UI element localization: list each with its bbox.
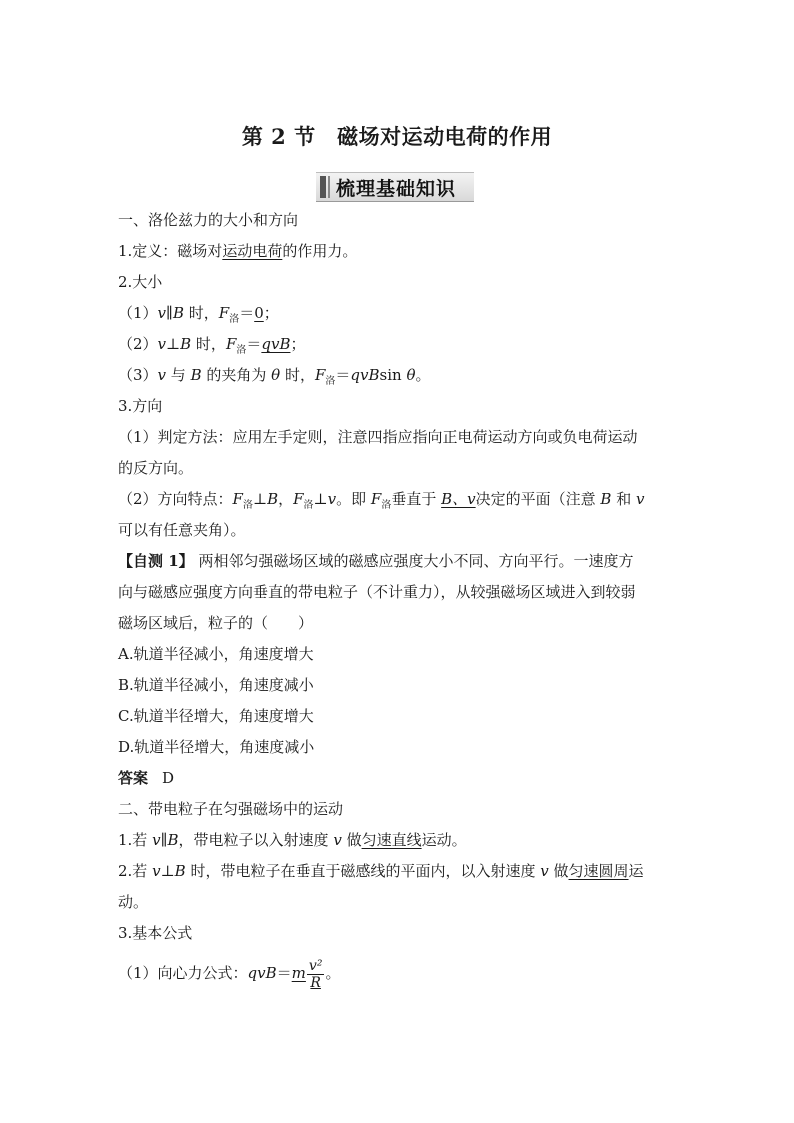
math: B: [190, 366, 202, 384]
quiz-answer: [118, 768, 174, 788]
text: 运动。: [421, 831, 467, 849]
math: v⊥B: [157, 335, 192, 353]
fraction-denominator: R: [310, 974, 321, 991]
subscript: 洛: [303, 500, 314, 511]
math: F: [225, 335, 237, 353]
math: θ: [406, 366, 416, 384]
math: v: [157, 366, 167, 384]
banner-bar-icon: [320, 176, 326, 198]
quiz-label: 【自测 1】: [118, 552, 194, 570]
quiz-option-c: C.轨道半径增大，角速度增大: [118, 707, 314, 725]
formula-heading: 3.基本公式: [118, 924, 193, 942]
quiz-option-b: B.轨道半径减小，角速度减小: [118, 676, 314, 694]
math: B: [267, 490, 279, 508]
math: v⊥B: [152, 862, 186, 880]
formula-centripetal: [118, 955, 340, 991]
quiz-option-d: D.轨道半径增大，角速度减小: [118, 738, 315, 756]
underlined-answer: B、v: [441, 490, 476, 508]
text: 垂直于: [391, 490, 442, 508]
math: v: [635, 490, 645, 508]
math: θ: [271, 366, 281, 384]
text: ＝: [246, 335, 262, 353]
math: F: [370, 490, 382, 508]
math: v∥B: [152, 831, 179, 849]
quiz-question-line-3: 磁场区域后，粒子的（ ）: [118, 614, 314, 632]
math: F: [232, 490, 243, 508]
math: F: [314, 366, 326, 384]
math: qvB: [247, 964, 277, 982]
text: 和: [611, 490, 636, 508]
text: 时，: [280, 366, 315, 384]
direction-heading: 3.方向: [118, 397, 163, 415]
subscript: 洛: [229, 314, 240, 325]
text: 1.若: [118, 831, 153, 849]
text: 决定的平面（注意: [475, 490, 601, 508]
text: 时，: [191, 335, 226, 353]
fraction: [307, 958, 325, 991]
math: B: [600, 490, 612, 508]
underlined-answer: qvB: [261, 335, 291, 353]
subscript: 洛: [325, 376, 336, 387]
text: 与: [166, 366, 191, 384]
text: ⊥: [313, 490, 328, 508]
size-case-2: [118, 334, 306, 361]
text: ＝: [239, 304, 255, 322]
math: v: [540, 862, 549, 880]
quiz-question-line-2: 向与磁感应强度方向垂直的带电粒子（不计重力），从较强磁场区域进入到较弱: [118, 583, 636, 601]
quiz-question-line-1: [118, 551, 633, 571]
text: 运: [628, 862, 644, 880]
motion-point-2-line-2: 动。: [118, 893, 149, 911]
underlined-answer: 匀速直线: [361, 831, 422, 849]
underlined-answer: 运动电荷: [222, 242, 283, 260]
text: ；: [290, 335, 306, 353]
underlined-answer: 匀速圆周: [568, 862, 629, 880]
math: v∥B: [157, 304, 184, 322]
answer-value: D: [162, 769, 175, 787]
text: ，带电粒子以入射速度: [178, 831, 334, 849]
text: ，: [278, 490, 294, 508]
math: F: [218, 304, 230, 322]
text: （1）向心力公式：: [118, 964, 248, 982]
banner-text: 梳理基础知识: [336, 178, 457, 200]
text: 。: [415, 366, 431, 384]
text: ⊥: [252, 490, 268, 508]
math: m: [291, 964, 306, 982]
text: （1）: [118, 304, 158, 322]
text: 2.若: [118, 862, 153, 880]
text: 做: [341, 831, 362, 849]
quiz-option-a: A.轨道半径减小，角速度增大: [118, 645, 314, 663]
text: ＝: [335, 366, 351, 384]
subscript: 洛: [381, 500, 392, 511]
answer-label: 答案: [118, 769, 149, 787]
size-heading: 2.大小: [118, 273, 163, 291]
math: v: [333, 831, 342, 849]
math: v: [327, 490, 337, 508]
text: 两相邻匀强磁场区域的磁感应强度大小不同、方向平行。一速度方: [193, 552, 634, 570]
text: 。即: [336, 490, 371, 508]
motion-point-1: [118, 830, 467, 850]
text: 1.定义：磁场对: [118, 242, 223, 260]
text: sin: [379, 366, 407, 384]
text: 做: [548, 862, 569, 880]
underlined-answer: 0: [254, 304, 264, 322]
text: 的夹角为: [201, 366, 272, 384]
motion-point-2-line-1: [118, 861, 644, 881]
text: 。: [325, 964, 341, 982]
direction-feature-line-1: [118, 489, 644, 516]
text: （2）方向特点：: [118, 490, 233, 508]
section-2-heading: 二、带电粒子在匀强磁场中的运动: [118, 800, 344, 818]
direction-method-line-2: 的反方向。: [118, 459, 194, 477]
text: ＝: [276, 964, 292, 982]
size-case-1: [118, 303, 279, 330]
text: 的作用力。: [282, 242, 358, 260]
direction-method-line-1: （1）判定方法：应用左手定则，注意四指应指向正电荷运动方向或负电荷运动: [118, 428, 638, 446]
fraction-numerator: v²: [308, 957, 323, 974]
section-1-heading: 一、洛伦兹力的大小和方向: [118, 211, 299, 229]
text: ；: [263, 304, 279, 322]
page-title: 第 2 节 磁场对运动电荷的作用: [241, 124, 553, 149]
text: 时，带电粒子在垂直于磁感线的平面内，以入射速度: [185, 862, 541, 880]
math: qvB: [350, 366, 380, 384]
text: 时，: [183, 304, 219, 322]
direction-feature-line-2: 可以有任意夹角）。: [118, 521, 246, 539]
text: （2）: [118, 335, 158, 353]
definition-line: [118, 241, 357, 261]
text: （3）: [118, 366, 158, 384]
subscript: 洛: [236, 345, 247, 356]
size-case-3: [118, 365, 431, 392]
math: F: [293, 490, 304, 508]
banner-bar-thin-icon: [328, 176, 330, 198]
section-banner: [316, 172, 474, 202]
subscript: 洛: [242, 500, 253, 511]
